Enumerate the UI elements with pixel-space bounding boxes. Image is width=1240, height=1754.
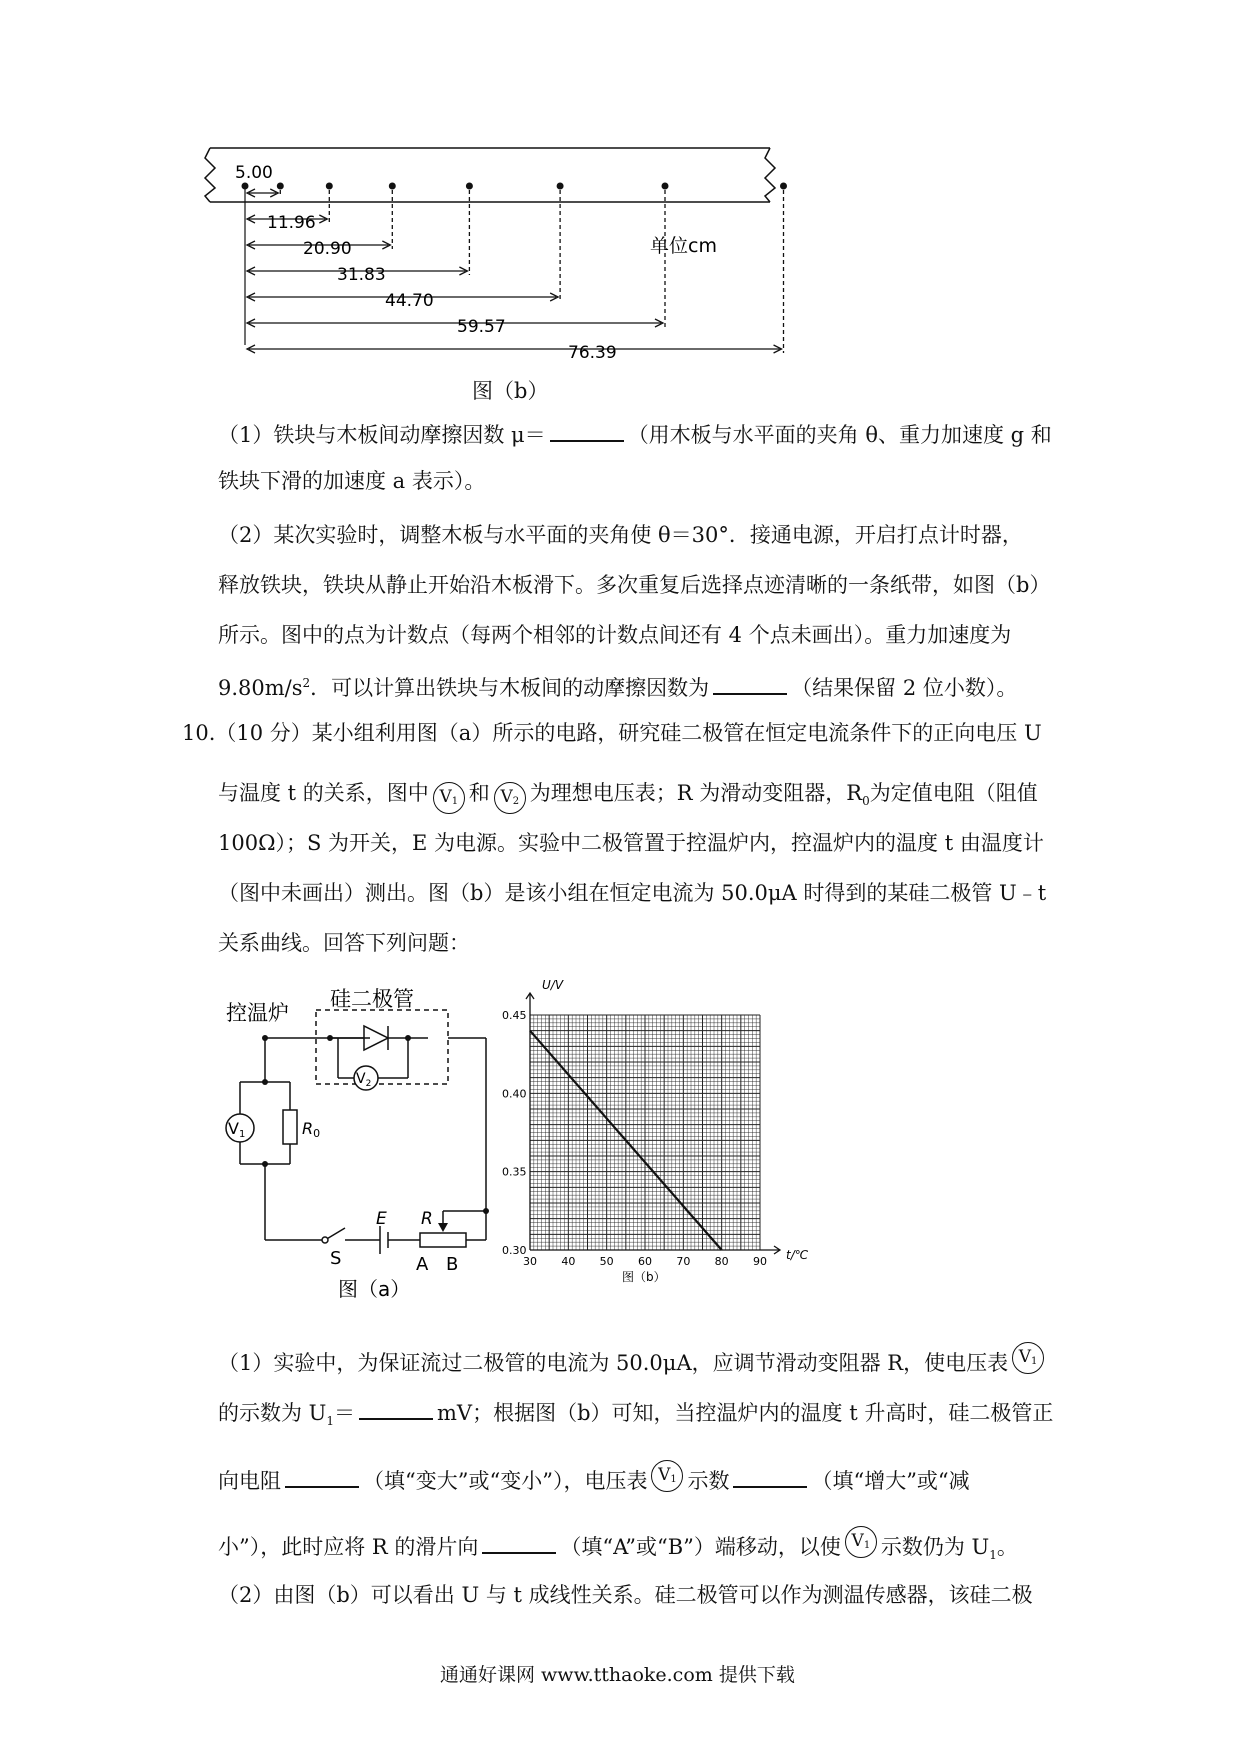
v2-label: $V_2$ (356, 1071, 372, 1089)
terminal-b-label: B (446, 1254, 459, 1275)
answer-blank-reading[interactable] (733, 1464, 807, 1488)
q9-p2-line1: （2）某次实验时，调整木板与水平面的夹角使 θ＝30°．接通电源，开启打点计时器， (218, 523, 1023, 547)
chart-x-tick-label: 60 (638, 1255, 652, 1268)
q10-line3: 100Ω）；S 为开关，E 为电源。实验中二极管置于控温炉内，控温炉内的温度 t 由温度计 (218, 831, 1044, 855)
switch-s-label: S (330, 1248, 342, 1269)
tape-figure (195, 140, 795, 380)
tape-label-3: 31.83 (337, 265, 386, 285)
tape-label-4: 44.70 (385, 291, 434, 311)
tape-label-2: 20.90 (303, 239, 352, 259)
answer-blank-friction[interactable] (713, 671, 787, 695)
chart-x-axis-label: t/℃ (786, 1248, 809, 1262)
tape-dot (277, 183, 284, 190)
q10-line4: （图中未画出）测出。图（b）是该小组在恒定电流为 50.0μA 时得到的某硅二极管 U﹣t (218, 881, 1047, 905)
q10-s1-line3: 向电阻 （填“变大”或“变小”），电压表 $V_1$ 示数 （填“增大”或“减 (218, 1460, 970, 1496)
voltmeter-v1-icon: $V_1$ (1012, 1342, 1044, 1374)
answer-blank-u1[interactable] (359, 1396, 433, 1420)
circuit-caption: 图（a） (338, 1277, 411, 1300)
chart-x-tick-label: 30 (523, 1255, 537, 1268)
chart-y-tick-label: 0.40 (502, 1087, 527, 1101)
q9-p1-line2: 铁块下滑的加速度 a 表示）。 (218, 469, 486, 493)
voltmeter-v1-icon: $V_1$ (651, 1460, 683, 1492)
chart-y-axis-label: U/V (542, 978, 564, 992)
voltmeter-v2-icon: $V_2$ (494, 782, 526, 814)
chart-y-tick-label: 0.45 (502, 1009, 527, 1022)
rheostat-r-label: R (421, 1209, 433, 1229)
q10-line2: 与温度 t 的关系，图中 $V_1$ 和 $V_2$ 为理想电压表；R 为滑动变阻器，$R_0$为定值电阻（阻值 (218, 778, 1038, 816)
tape-dot (662, 183, 669, 190)
q9-p2-line3: 所示。图中的点为计数点（每两个相邻的计数点间还有 4 个点未画出）。重力加速度为 (218, 623, 1012, 647)
tape-dot (466, 183, 473, 190)
tape-label-6: 76.39 (568, 343, 617, 363)
q10-s1-line1: （1）实验中，为保证流过二极管的电流为 50.0μA，应调节滑动变阻器 R，使电压表 $V_1$ (218, 1342, 1048, 1378)
q10-s2-line1: （2）由图（b）可以看出 U 与 t 成线性关系。硅二极管可以作为测温传感器，该硅二极 (218, 1583, 1033, 1607)
answer-blank-resistance[interactable] (285, 1464, 359, 1488)
tape-dot (557, 183, 564, 190)
diode-label: 硅二极管 (330, 987, 414, 1011)
chart-x-tick-label: 80 (714, 1255, 729, 1268)
voltmeter-v1-icon: $V_1$ (845, 1526, 877, 1558)
tape-dimension-arrow (247, 189, 280, 197)
chart-x-tick-label: 70 (676, 1255, 691, 1268)
terminal-a-label: A (416, 1254, 429, 1275)
q9-p2-line4: $9.80m/s^2$．可以计算出铁块与木板间的动摩擦因数为 （结果保留 2 位小数）。 (218, 668, 1017, 703)
tape-unit: 单位cm (650, 235, 717, 257)
q10-line5: 关系曲线。回答下列问题： (218, 931, 470, 955)
tape-dot (326, 183, 333, 190)
tape-dot (780, 183, 787, 190)
tape-caption: 图（b） (472, 379, 549, 403)
circuit-figure (220, 978, 520, 1300)
q10-line1: 10.（10 分）某小组利用图（a）所示的电路，研究硅二极管在恒定电流条件下的正向电压 U (182, 721, 1042, 745)
chart-x-tick-label: 90 (753, 1255, 767, 1268)
furnace-label: 控温炉 (226, 1001, 289, 1025)
r0-label: R0 (302, 1119, 321, 1140)
tape-label-1: 11.96 (267, 213, 316, 233)
tape-dot (389, 183, 396, 190)
tape-label-5: 59.57 (457, 317, 506, 337)
page-footer: 通通好课网 www.tthaoke.com 提供下载 (440, 1664, 795, 1686)
chart-y-tick-label: 0.30 (502, 1244, 527, 1257)
q10-s1-line2: 的示数为 $U_1=$ mV；根据图（b）可知，当控温炉内的温度 t 升高时，硅二极管正 (218, 1396, 1053, 1436)
battery-e-label: E (376, 1209, 387, 1229)
chart-x-tick-label: 50 (599, 1255, 614, 1268)
answer-blank-mu[interactable] (550, 418, 624, 442)
q9-p1-line1: （1）铁块与木板间动摩擦因数 μ＝ （用木板与水平面的夹角 θ、重力加速度 g 和 (218, 418, 1052, 450)
q10-s1-line4: 小”），此时应将 R 的滑片向 （填“A”或“B”）端移动，以使 $V_1$ 示数仍为 $U_1$。 (218, 1526, 1018, 1570)
chart-caption: 图（b） (622, 1270, 666, 1284)
chart-x-tick-label: 40 (561, 1255, 576, 1268)
voltmeter-v1-icon: $V_1$ (433, 782, 465, 814)
chart-y-tick-label: 0.35 (502, 1165, 527, 1179)
tape-label-0: 5.00 (235, 163, 273, 183)
q9-p2-line2: 释放铁块，铁块从静止开始沿木板滑下。多次重复后选择点迹清晰的一条纸带，如图（b） (218, 573, 1051, 597)
u-t-chart (500, 975, 830, 1295)
v1-label: V1 (228, 1119, 246, 1140)
answer-blank-slider[interactable] (482, 1530, 556, 1554)
